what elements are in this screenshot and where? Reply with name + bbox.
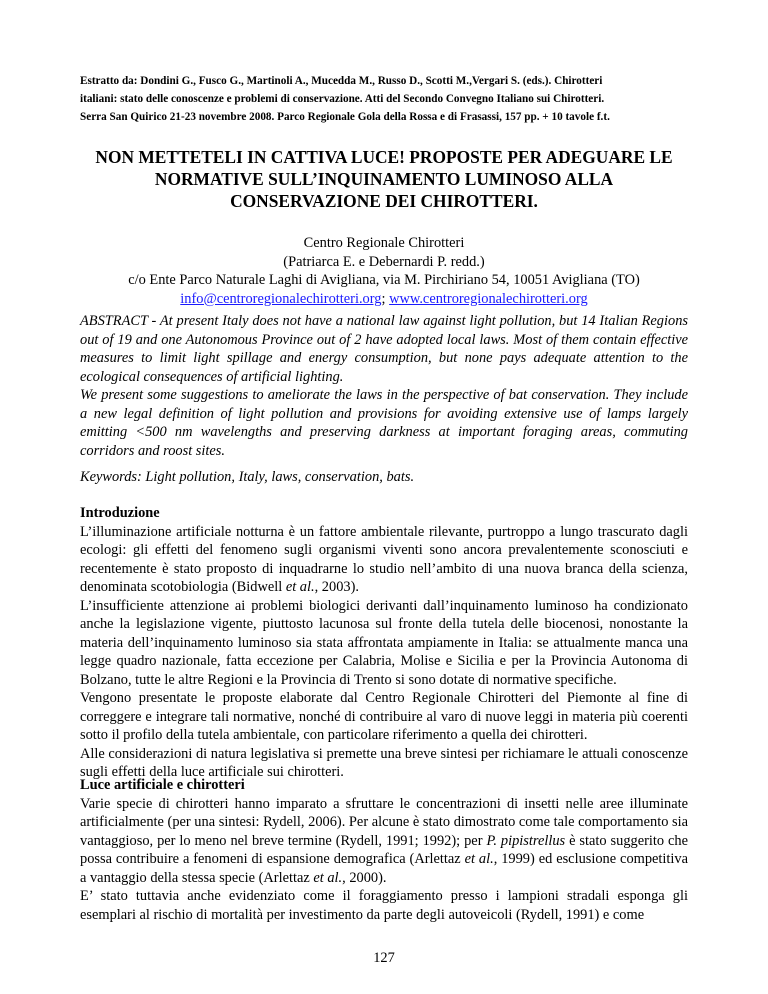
luce-p1-mid2: , 1999) ed esclusione competitiva a vantaggio della stessa specie (Arlettaz <box>80 851 688 886</box>
luce-p1-mid: è stato suggerito che possa contribuire a fenomeni di espansione demografica (Arlettaz <box>80 832 688 867</box>
page-number: 127 <box>373 950 395 966</box>
section-heading-luce: Luce artificiale e chirotteri <box>80 777 245 793</box>
section-introduzione <box>80 504 688 782</box>
title-line-1: NON METTETELI IN CATTIVA LUCE! PROPOSTE PER ADEGUARE LE <box>95 147 673 167</box>
luce-paragraph-2: E’ stato tuttavia anche evidenziato come il foraggiamento presso i lampioni stradali esponga gli esemplari al rischio di mortalità per investimento da parte degli autoveicoli (Rydell, 1991) e come <box>80 888 688 923</box>
author-organization: Centro Regionale Chirotteri <box>303 235 465 251</box>
section-heading-introduzione: Introduzione <box>80 505 160 521</box>
website-link[interactable]: www.centroregionalechirotteri.org <box>389 290 588 307</box>
luce-paragraph-1 <box>80 795 688 888</box>
paper-title <box>80 146 688 212</box>
title-line-3: CONSERVAZIONE DEI CHIROTTERI. <box>230 191 538 211</box>
abstract-paragraph-2: We present some suggestions to ameliorate the laws in the perspective of bat conservation. They include a new legal definition of light pollution and provisions for avoiding extensive use of lamps largely emitting <500 nm wavelengths and preserving darkness at important foraging areas, commuting corridors and roost sites. <box>80 387 688 459</box>
intro-paragraph-2: L’insufficiente attenzione ai problemi biologici derivanti dall’inquinamento luminoso ha condizionato anche la legislazione vigente, piuttosto lacunosa sul fronte della tutela delle biocenosi, nonostante la materia dell’inquinamento luminoso sia stata affrontata ampiamente in Italia: se attualmente manca una legge quadro nazionale, fatta eccezione per Calabria, Molise e Sicilia e per la Provincia Autonoma di Bolzano, tutte le altre Regioni e la Provincia di Trento si sono dotate di normative specifiche. <box>80 597 688 688</box>
intro-paragraph-3: Vengono presentate le proposte elaborate dal Centro Regionale Chirotteri del Piemonte al fine di correggere e integrare tali normative, nonché di contribuire al varo di nuove leggi in materia più coerenti sotto il profilo della tutela ambientale, con particolare riferimento a quella dei chirotteri. <box>80 690 688 743</box>
title-line-2: NORMATIVE SULL’INQUINAMENTO LUMINOSO ALLA <box>154 169 614 189</box>
citation-line-1: Estratto da: Dondini G., Fusco G., Martinoli A., Mucedda M., Russo D., Scotti M.,Vergari S. (eds.). Chirotteri <box>80 75 603 87</box>
luce-p1-species: P. pipistrellus <box>486 832 566 849</box>
keywords: Keywords: Light pollution, Italy, laws, conservation, bats. <box>80 469 415 485</box>
citation-header <box>80 72 688 126</box>
citation-line-3: Serra San Quirico 21-23 novembre 2008. Parco Regionale Gola della Rossa e di Frasassi, 157 pp. + 10 tavole f.t. <box>80 111 610 123</box>
intro-p1-end: , 2003). <box>314 579 359 595</box>
email-link[interactable]: info@centroregionalechirotteri.org <box>180 290 382 307</box>
luce-p1-text: Varie specie di chirotteri hanno imparato a sfruttare le concentrazioni di insetti nelle aree illuminate artificialmente (per una sintesi: Rydell, 2006). Per alcune è stato dimostrato come tale comportamento sia vantaggioso, per lo meno nel breve termine (Rydell, 1991; 1992); per <box>80 795 688 849</box>
section-luce-artificiale <box>80 776 688 924</box>
luce-p1-etal-1: et al. <box>464 851 494 867</box>
abstract-paragraph-1: ABSTRACT - At present Italy does not have a national law against light pollution, but 14 Italian Regions out of 19 and one Autonomous Province out of 2 have adopted local laws. Most of them contain effective measures to limit light spillage and energy consumption, but none pays adequate attention to the ecological consequences of artificial lighting. <box>80 313 688 385</box>
luce-p1-end: , 2000). <box>342 869 387 886</box>
author-address: c/o Ente Parco Naturale Laghi di Avigliana, via M. Pirchiriano 54, 10051 Avigliana (TO) <box>128 272 640 288</box>
abstract <box>80 312 688 460</box>
author-editors: (Patriarca E. e Debernardi P. redd.) <box>283 253 485 270</box>
intro-p1-etal: et al. <box>285 579 315 595</box>
intro-paragraph-1 <box>80 523 688 597</box>
author-block <box>80 234 688 308</box>
intro-paragraph-4: Alle considerazioni di natura legislativa si premette una breve sintesi per richiamare le attuali conoscenze sugli effetti della luce artificiale sui chirotteri. <box>80 745 688 780</box>
luce-p1-etal-2: et al. <box>313 869 343 886</box>
citation-line-2: italiani: stato delle conoscenze e problemi di conservazione. Atti del Secondo Convegno Italiano sui Chirotteri. <box>80 93 605 105</box>
intro-p1-text: L’illuminazione artificiale notturna è un fattore ambientale rilevante, purtroppo a lungo trascurato dagli ecologi: gli effetti del fenomeno sugli organismi viventi sono ancora prevalentemente sconosciuti e recentemente è stato proposto di inquadrarne lo studio nell’ambito di una nuova branca della scienza, denominata scotobiologia (Bidwell <box>80 523 688 595</box>
contact-separator: ; <box>381 290 390 307</box>
author-contacts <box>80 290 688 309</box>
